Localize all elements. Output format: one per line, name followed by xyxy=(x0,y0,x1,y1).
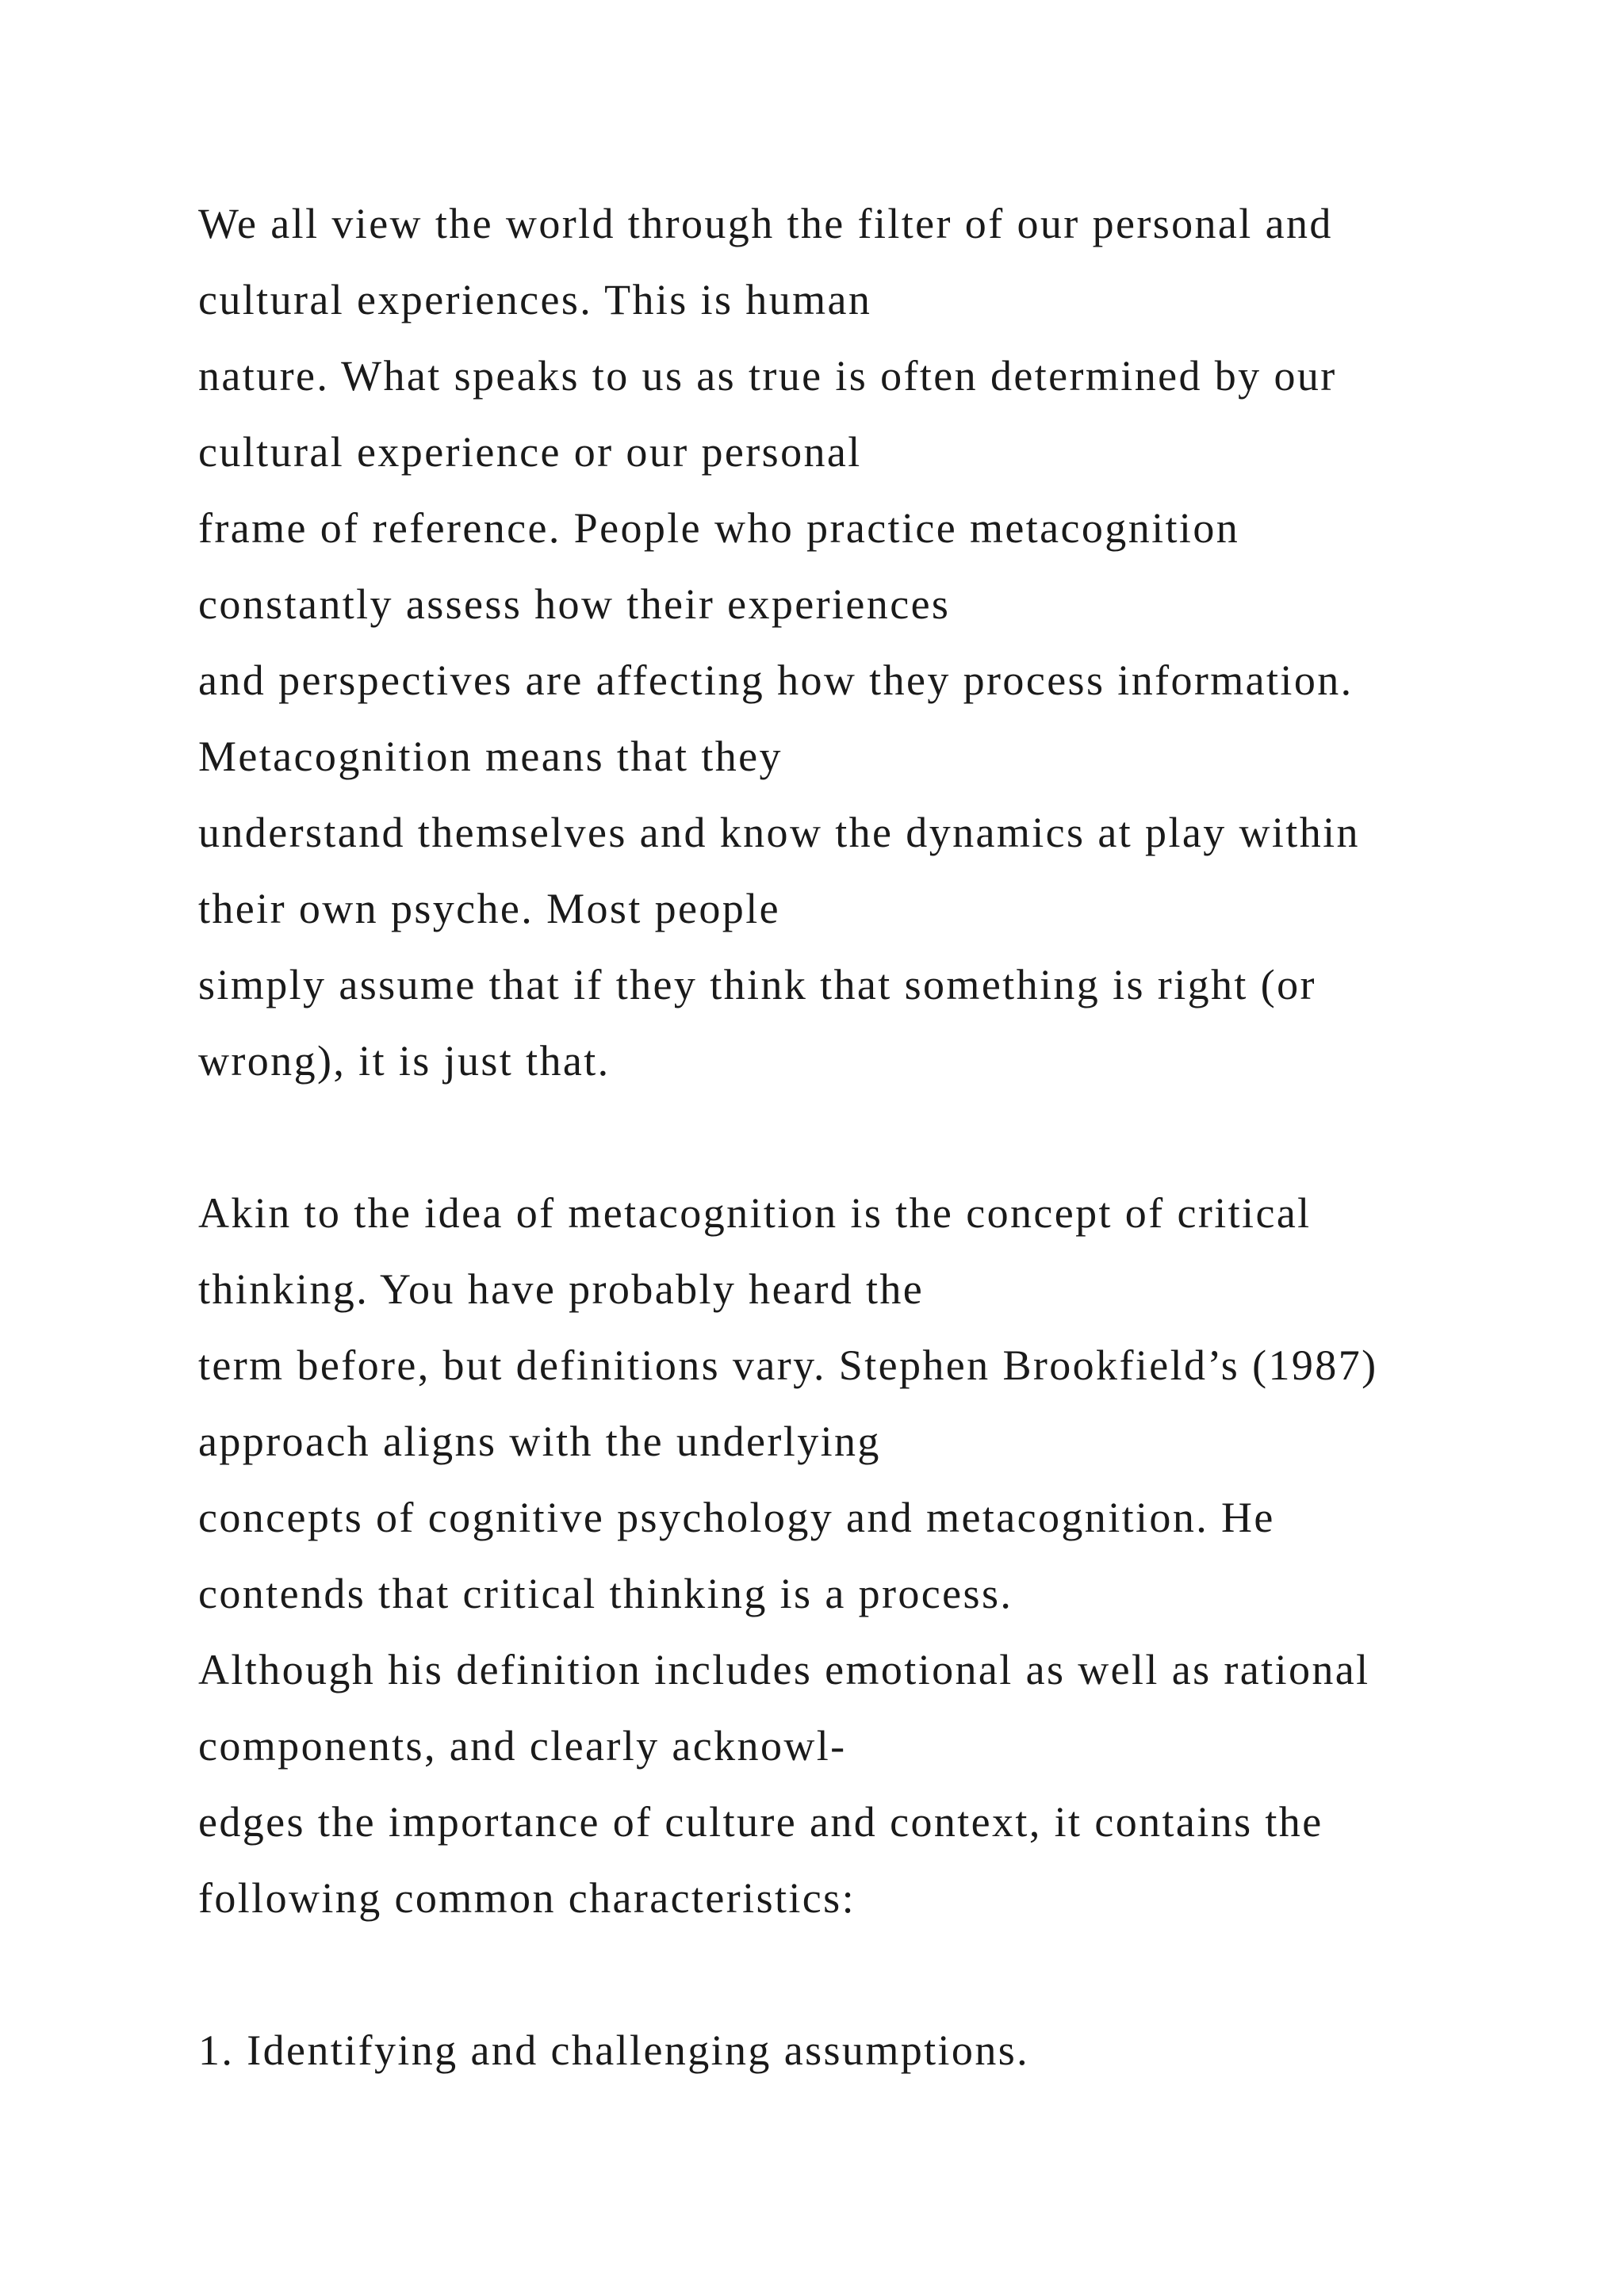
text-line: contends that critical thinking is a process. xyxy=(198,1570,1013,1617)
text-line: cultural experience or our personal xyxy=(198,428,862,476)
text-line: cultural experiences. This is human xyxy=(198,276,872,323)
list-item-text: 1. Identifying and challenging assumptions. xyxy=(198,2026,1030,2074)
text-line: approach aligns with the underlying xyxy=(198,1418,881,1465)
text-line: Akin to the idea of metacognition is the concept of critical xyxy=(198,1189,1312,1237)
text-line: We all view the world through the filter of our personal and xyxy=(198,200,1333,247)
text-line: Metacognition means that they xyxy=(198,733,783,780)
text-line: understand themselves and know the dynamics at play within xyxy=(198,809,1360,856)
text-line: Although his definition includes emotional as well as rational xyxy=(198,1646,1370,1693)
text-line: following common characteristics: xyxy=(198,1874,856,1922)
text-line: edges the importance of culture and context, it contains the xyxy=(198,1798,1323,1846)
text-line: components, and clearly acknowl- xyxy=(198,1722,847,1770)
text-line: constantly assess how their experiences xyxy=(198,580,951,628)
text-line: simply assume that if they think that something is right (or xyxy=(198,961,1316,1008)
text-line: nature. What speaks to us as true is often determined by our xyxy=(198,352,1337,400)
text-line: their own psyche. Most people xyxy=(198,885,780,932)
text-line: thinking. You have probably heard the xyxy=(198,1265,925,1313)
text-line: and perspectives are affecting how they process information. xyxy=(198,656,1354,704)
text-line: frame of reference. People who practice metacognition xyxy=(198,504,1240,552)
text-line: concepts of cognitive psychology and metacognition. He xyxy=(198,1494,1275,1541)
text-line: wrong), it is just that. xyxy=(198,1037,611,1085)
text-line: term before, but definitions vary. Stephen Brookfield’s (1987) xyxy=(198,1341,1378,1389)
